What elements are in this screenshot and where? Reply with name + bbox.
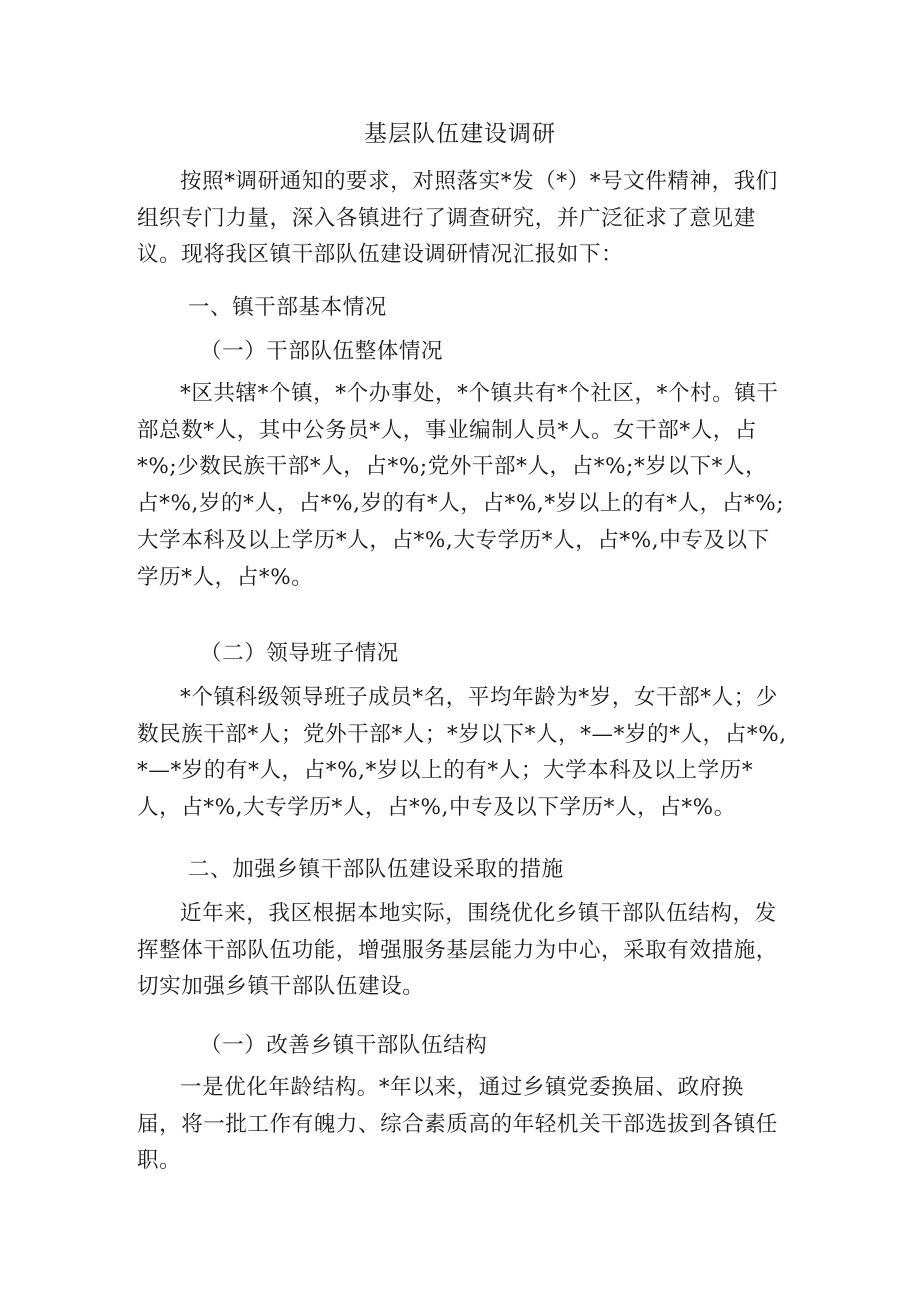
section1-sub1-body: *区共辖*个镇，*个办事处，*个镇共有*个社区，*个村。镇干部总数*人，其中公务员*人，事业编制人员*人。女干部*人，占*%;少数民族干部*人，占*%;党外干部*人，占*%;*岁以下*人，占*%,岁的*人，占*%,岁的有*人，占*%,*岁以上的有*人，占*%;大学本科及以上学历*人，占*%,大专学历*人，占*%,中专及以下学历*人，占*%。 xyxy=(137,381,785,590)
section2-heading: 二、加强乡镇干部队伍建设采取的措施 xyxy=(188,857,564,882)
section2-sub1-body: 一是优化年龄结构。*年以来，通过乡镇党委换届、政府换届，将一批工作有魄力、综合素质高的年轻机关干部选拔到各镇任职。 xyxy=(137,1075,778,1174)
section2-intro: 近年来，我区根据本地实际，围绕优化乡镇干部队伍结构，发挥整体干部队伍功能，增强服务基层能力为中心，采取有效措施，切实加强乡镇干部队伍建设。 xyxy=(137,901,778,1000)
section1-heading: 一、镇干部基本情况 xyxy=(188,295,387,320)
section1-sub2-heading: （二）领导班子情况 xyxy=(200,641,399,666)
intro-paragraph: 按照*调研通知的要求，对照落实*发（*）*号文件精神，我们组织专门力量，深入各镇进行了调查研究，并广泛征求了意见建议。现将我区镇干部队伍建设调研情况汇报如下： xyxy=(137,169,778,268)
document-title: 基层队伍建设调研 xyxy=(364,121,556,147)
section2-sub1-heading: （一）改善乡镇干部队伍结构 xyxy=(200,1033,488,1058)
section1-sub2-body: *个镇科级领导班子成员*名，平均年龄为*岁，女干部*人；少数民族干部*人；党外干部*人；*岁以下*人，*—*岁的*人，占*%,*—*岁的有*人，占*%,*岁以上的有*人；大学本科及以上学历*人，占*%,大专学历*人，占*%,中专及以下学历*人，占*%。 xyxy=(137,685,787,821)
section1-sub1-heading: （一）干部队伍整体情况 xyxy=(200,339,444,364)
